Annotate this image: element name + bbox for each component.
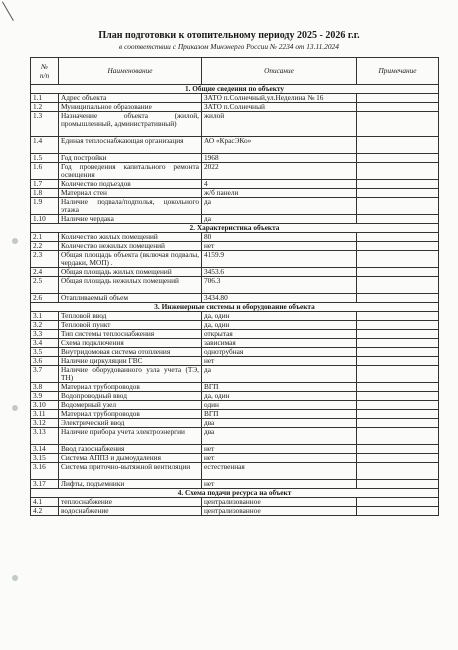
table-row <box>31 163 439 180</box>
row-note <box>357 383 439 392</box>
row-note <box>357 401 439 410</box>
row-number: 3.3 <box>31 330 59 339</box>
row-note <box>357 366 439 383</box>
row-name: Отапливаемый объем <box>59 294 202 303</box>
row-number: 2.4 <box>31 268 59 277</box>
row-name: Год проведения капитального ремонта освещения <box>59 163 202 180</box>
row-description: нет <box>202 445 357 454</box>
table-row <box>31 463 439 480</box>
header-number: № п/п <box>31 58 59 85</box>
row-number: 1.10 <box>31 215 59 224</box>
table-row <box>31 180 439 189</box>
row-note <box>357 410 439 419</box>
row-name: Внутридомовая система отопления <box>59 348 202 357</box>
row-note <box>357 94 439 103</box>
row-note <box>357 242 439 251</box>
row-note <box>357 268 439 277</box>
row-note <box>357 180 439 189</box>
row-number: 1.1 <box>31 94 59 103</box>
table-row <box>31 198 439 215</box>
document-subtitle: в соответствии с Приказом Минэнерго России № 2234 от 13.11.2024 <box>119 42 339 51</box>
row-number: 4.1 <box>31 498 59 507</box>
table-row <box>31 410 439 419</box>
row-number: 1.3 <box>31 112 59 137</box>
row-name: Ввод газоснабжения <box>59 445 202 454</box>
row-name: Водомерный узел <box>59 401 202 410</box>
table-row <box>31 357 439 366</box>
row-description: да, один <box>202 392 357 401</box>
row-note <box>357 154 439 163</box>
row-description: два <box>202 428 357 445</box>
row-description: зависимая <box>202 339 357 348</box>
row-note <box>357 339 439 348</box>
row-note <box>357 251 439 268</box>
row-note <box>357 357 439 366</box>
row-description: централизованное <box>202 498 357 507</box>
row-number: 3.1 <box>31 312 59 321</box>
section-title: 1. Общие сведения по объекту <box>31 85 439 94</box>
row-name: Количество подъездов <box>59 180 202 189</box>
table-row <box>31 154 439 163</box>
row-description: нет <box>202 480 357 489</box>
row-description: нет <box>202 242 357 251</box>
row-name: Материал трубопроводов <box>59 383 202 392</box>
row-name: Система АППЗ и дымоудаления <box>59 454 202 463</box>
table-row <box>31 401 439 410</box>
section-header-row <box>31 85 439 94</box>
row-note <box>357 330 439 339</box>
row-description: да <box>202 366 357 383</box>
table-row <box>31 112 439 137</box>
header-note: Примечание <box>357 58 439 85</box>
row-note <box>357 163 439 180</box>
table-row <box>31 277 439 294</box>
table-row <box>31 312 439 321</box>
row-description: нет <box>202 454 357 463</box>
table-row <box>31 498 439 507</box>
row-description: да <box>202 198 357 215</box>
row-name: Тепловой пункт <box>59 321 202 330</box>
table-row <box>31 366 439 383</box>
row-name: Год постройки <box>59 154 202 163</box>
row-description: 4159.9 <box>202 251 357 268</box>
row-number: 2.1 <box>31 233 59 242</box>
row-name: теплоснабжение <box>59 498 202 507</box>
row-description: АО «КрасЭКо» <box>202 137 357 154</box>
row-description: 80 <box>202 233 357 242</box>
row-number: 3.9 <box>31 392 59 401</box>
data-table <box>30 57 439 516</box>
row-number: 3.7 <box>31 366 59 383</box>
section-header-row <box>31 224 439 233</box>
row-name: Адрес объекта <box>59 94 202 103</box>
row-number: 3.15 <box>31 454 59 463</box>
table-row <box>31 321 439 330</box>
row-number: 3.14 <box>31 445 59 454</box>
row-description: 706.3 <box>202 277 357 294</box>
row-name: Тепловой ввод <box>59 312 202 321</box>
row-note <box>357 392 439 401</box>
row-name: Наличие чердака <box>59 215 202 224</box>
row-description: однотрубная <box>202 348 357 357</box>
row-description: ЗАТО п.Солнечный <box>202 103 357 112</box>
row-note <box>357 507 439 516</box>
punch-hole <box>12 405 18 411</box>
row-description: 2022 <box>202 163 357 180</box>
section-header-row <box>31 303 439 312</box>
row-description: да <box>202 215 357 224</box>
row-name: Наличие оборудованного узла учета (ТЭ, ТН) <box>59 366 202 383</box>
table-row <box>31 94 439 103</box>
table-row <box>31 428 439 445</box>
section-header-row <box>31 489 439 498</box>
row-name: Количество нежилых помещений <box>59 242 202 251</box>
row-note <box>357 445 439 454</box>
row-note <box>357 112 439 137</box>
table-row <box>31 507 439 516</box>
row-note <box>357 428 439 445</box>
row-note <box>357 215 439 224</box>
row-number: 4.2 <box>31 507 59 516</box>
row-note <box>357 480 439 489</box>
row-name: Общая площадь объекта (включая подвалы, чердаки, МОП) . <box>59 251 202 268</box>
row-description: два <box>202 419 357 428</box>
table-row <box>31 251 439 268</box>
punch-hole <box>12 575 18 581</box>
table-row <box>31 348 439 357</box>
table-row <box>31 103 439 112</box>
row-description: 3434.80 <box>202 294 357 303</box>
row-name: Водопроводный ввод <box>59 392 202 401</box>
row-description: ВГП <box>202 383 357 392</box>
row-note <box>357 277 439 294</box>
table-row <box>31 137 439 154</box>
row-note <box>357 294 439 303</box>
row-note <box>357 103 439 112</box>
row-description: ЗАТО п.Солнечный,ул.Неделина № 16 <box>202 94 357 103</box>
row-description: 1968 <box>202 154 357 163</box>
row-name: Общая площадь нежилых помещений <box>59 277 202 294</box>
table-row <box>31 268 439 277</box>
table-row <box>31 242 439 251</box>
row-number: 3.8 <box>31 383 59 392</box>
row-number: 2.2 <box>31 242 59 251</box>
table-row <box>31 233 439 242</box>
row-number: 1.7 <box>31 180 59 189</box>
row-name: Лифты, подъемники <box>59 480 202 489</box>
row-name: Электрический ввод <box>59 419 202 428</box>
table-row <box>31 419 439 428</box>
row-number: 3.2 <box>31 321 59 330</box>
row-name: Количество жилых помещений <box>59 233 202 242</box>
table-row <box>31 454 439 463</box>
row-note <box>357 419 439 428</box>
row-number: 2.5 <box>31 277 59 294</box>
row-name: Материал стен <box>59 189 202 198</box>
row-name: Муниципальное образование <box>59 103 202 112</box>
section-title: 3. Инженерные системы и оборудование объекта <box>31 303 439 312</box>
row-name: Материал трубопроводов <box>59 410 202 419</box>
row-name: Наличие циркуляции ГВС <box>59 357 202 366</box>
row-description: 4 <box>202 180 357 189</box>
row-note <box>357 198 439 215</box>
table-row <box>31 383 439 392</box>
row-description: один <box>202 401 357 410</box>
row-note <box>357 463 439 480</box>
row-number: 1.8 <box>31 189 59 198</box>
header-description: Описание <box>202 58 357 85</box>
row-note <box>357 137 439 154</box>
row-note <box>357 454 439 463</box>
row-name: Наличие прибора учета электроэнергии <box>59 428 202 445</box>
row-note <box>357 348 439 357</box>
row-number: 3.17 <box>31 480 59 489</box>
document-title: План подготовки к отопительному периоду 2025 - 2026 г.г. <box>98 30 360 41</box>
row-number: 3.5 <box>31 348 59 357</box>
row-number: 3.4 <box>31 339 59 348</box>
row-description: да, один <box>202 312 357 321</box>
table-row <box>31 392 439 401</box>
row-description: ВГП <box>202 410 357 419</box>
row-description: 3453.6 <box>202 268 357 277</box>
row-number: 1.9 <box>31 198 59 215</box>
row-name: Схема подключения <box>59 339 202 348</box>
section-title: 2. Характеристика объекта <box>31 224 439 233</box>
row-note <box>357 321 439 330</box>
row-name: Общая площадь жилых помещений <box>59 268 202 277</box>
row-description: жилой <box>202 112 357 137</box>
table-row <box>31 215 439 224</box>
row-number: 3.12 <box>31 419 59 428</box>
row-description: да, один <box>202 321 357 330</box>
row-name: Система приточно-вытяжной вентиляции <box>59 463 202 480</box>
row-note <box>357 498 439 507</box>
table-row <box>31 480 439 489</box>
row-number: 3.10 <box>31 401 59 410</box>
row-note <box>357 189 439 198</box>
table-row <box>31 294 439 303</box>
row-description: централизованное <box>202 507 357 516</box>
row-number: 2.3 <box>31 251 59 268</box>
row-description: ж/б панели <box>202 189 357 198</box>
table-row <box>31 445 439 454</box>
row-number: 3.11 <box>31 410 59 419</box>
row-description: открытая <box>202 330 357 339</box>
row-name: Назначение объекта (жилой, промышленный, административный) <box>59 112 202 137</box>
row-number: 1.4 <box>31 137 59 154</box>
row-number: 3.6 <box>31 357 59 366</box>
row-note <box>357 233 439 242</box>
row-number: 1.5 <box>31 154 59 163</box>
row-number: 1.2 <box>31 103 59 112</box>
header-name: Наименование <box>59 58 202 85</box>
punch-hole <box>12 238 18 244</box>
row-name: Тип системы теплоснабжения <box>59 330 202 339</box>
row-description: нет <box>202 357 357 366</box>
table-row <box>31 189 439 198</box>
section-title: 4. Схема подачи ресурса на объект <box>31 489 439 498</box>
table-row <box>31 330 439 339</box>
row-number: 3.13 <box>31 428 59 445</box>
row-number: 2.6 <box>31 294 59 303</box>
corner-mark <box>2 0 26 21</box>
row-note <box>357 312 439 321</box>
row-name: водоснабжение <box>59 507 202 516</box>
row-name: Наличие подвала/подполья, цокольного этажа <box>59 198 202 215</box>
row-name: Единая теплоснабжающая организация <box>59 137 202 154</box>
row-number: 1.6 <box>31 163 59 180</box>
row-number: 3.16 <box>31 463 59 480</box>
table-header-row <box>31 58 439 85</box>
table-row <box>31 339 439 348</box>
row-description: естественная <box>202 463 357 480</box>
